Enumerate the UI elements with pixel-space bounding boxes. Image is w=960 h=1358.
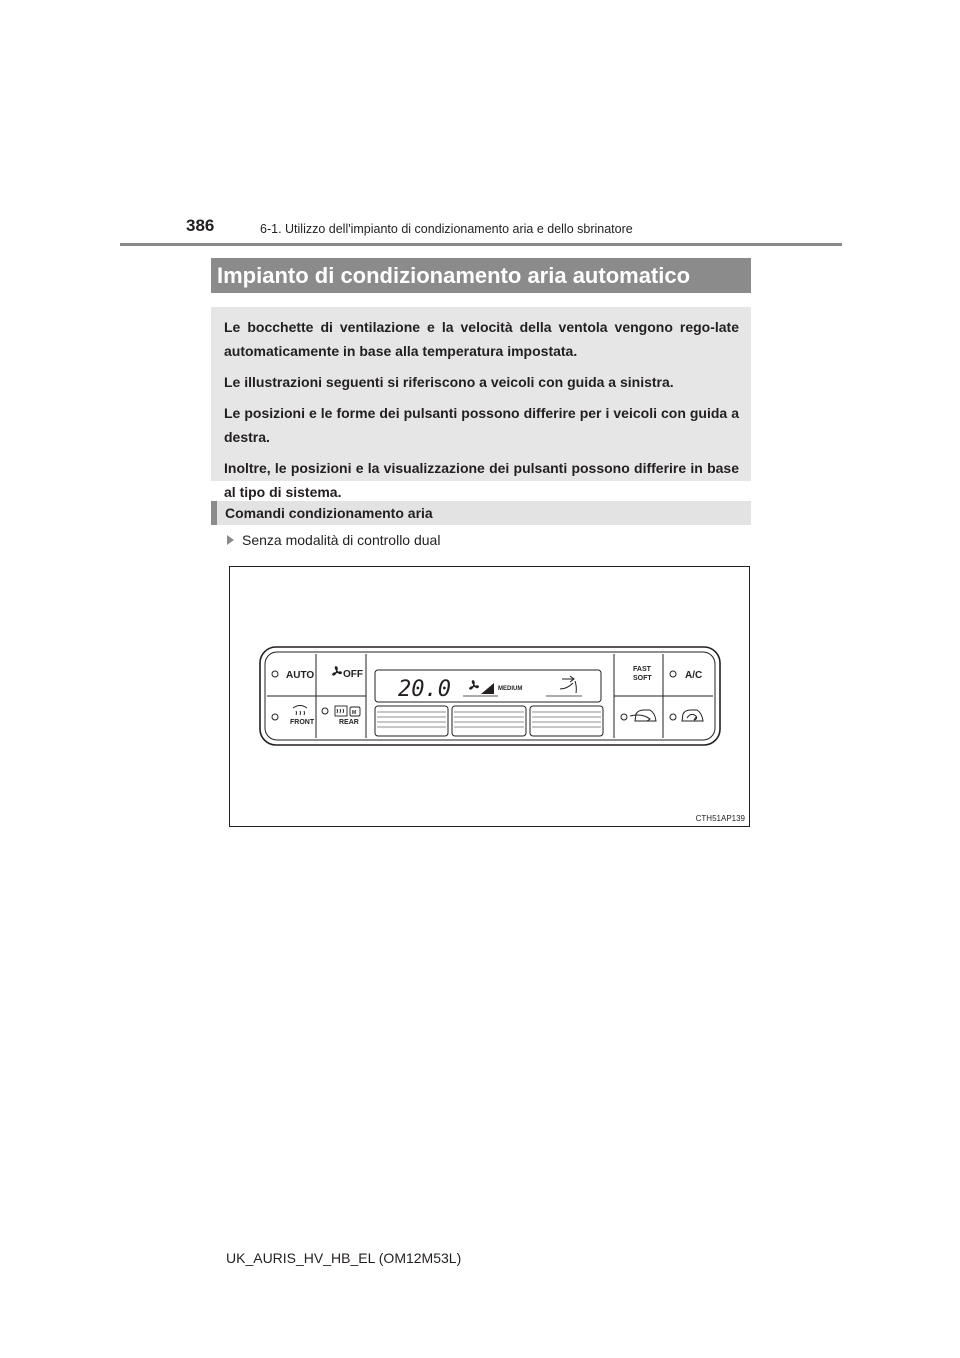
page-number: 386 bbox=[186, 216, 215, 235]
fan-mode-label: MEDIUM bbox=[498, 686, 523, 692]
fast-button-label: FAST bbox=[633, 666, 651, 673]
intro-box bbox=[211, 307, 751, 500]
front-button-label: FRONT bbox=[290, 719, 315, 726]
ac-button-label: A/C bbox=[685, 670, 703, 681]
section-title: 6-1. Utilizzo dell'impianto di condizionamento aria e dello sbrinatore bbox=[260, 222, 633, 236]
header-rule bbox=[120, 243, 842, 246]
intro-paragraph: Le posizioni e le forme dei pulsanti possono differire per i veicoli con guida a destra. bbox=[224, 405, 739, 445]
figure-frame bbox=[229, 566, 750, 827]
page-title: Impianto di condizionamento aria automatico bbox=[211, 258, 751, 293]
variant-label bbox=[227, 532, 440, 548]
soft-button-label: SOFT bbox=[633, 675, 652, 682]
rear-button-label: REAR bbox=[339, 719, 359, 726]
subsection-title: Comandi condizionamento aria bbox=[211, 501, 751, 525]
temperature-readout: 20.0 bbox=[398, 677, 451, 702]
climate-control-panel bbox=[230, 567, 749, 826]
figure-code: CTH51AP139 bbox=[695, 814, 745, 823]
svg-text:M: M bbox=[352, 710, 357, 716]
bullet-triangle-icon bbox=[227, 535, 234, 545]
intro-paragraph: Le bocchette di ventilazione e la velocità della ventola vengono rego-late automaticamente in base alla temperatura impostata. bbox=[224, 319, 739, 359]
auto-button-label: AUTO bbox=[286, 670, 315, 681]
intro-paragraph: Inoltre, le posizioni e la visualizzazione dei pulsanti possono differire in base al tipo di sistema. bbox=[224, 460, 739, 500]
footer-model-code: UK_AURIS_HV_HB_EL (OM12M53L) bbox=[226, 1250, 462, 1266]
off-button-label: OFF bbox=[343, 669, 363, 680]
variant-label-text: Senza modalità di controllo dual bbox=[242, 532, 441, 548]
intro-paragraph: Le illustrazioni seguenti si riferiscono a veicoli con guida a sinistra. bbox=[224, 374, 674, 390]
